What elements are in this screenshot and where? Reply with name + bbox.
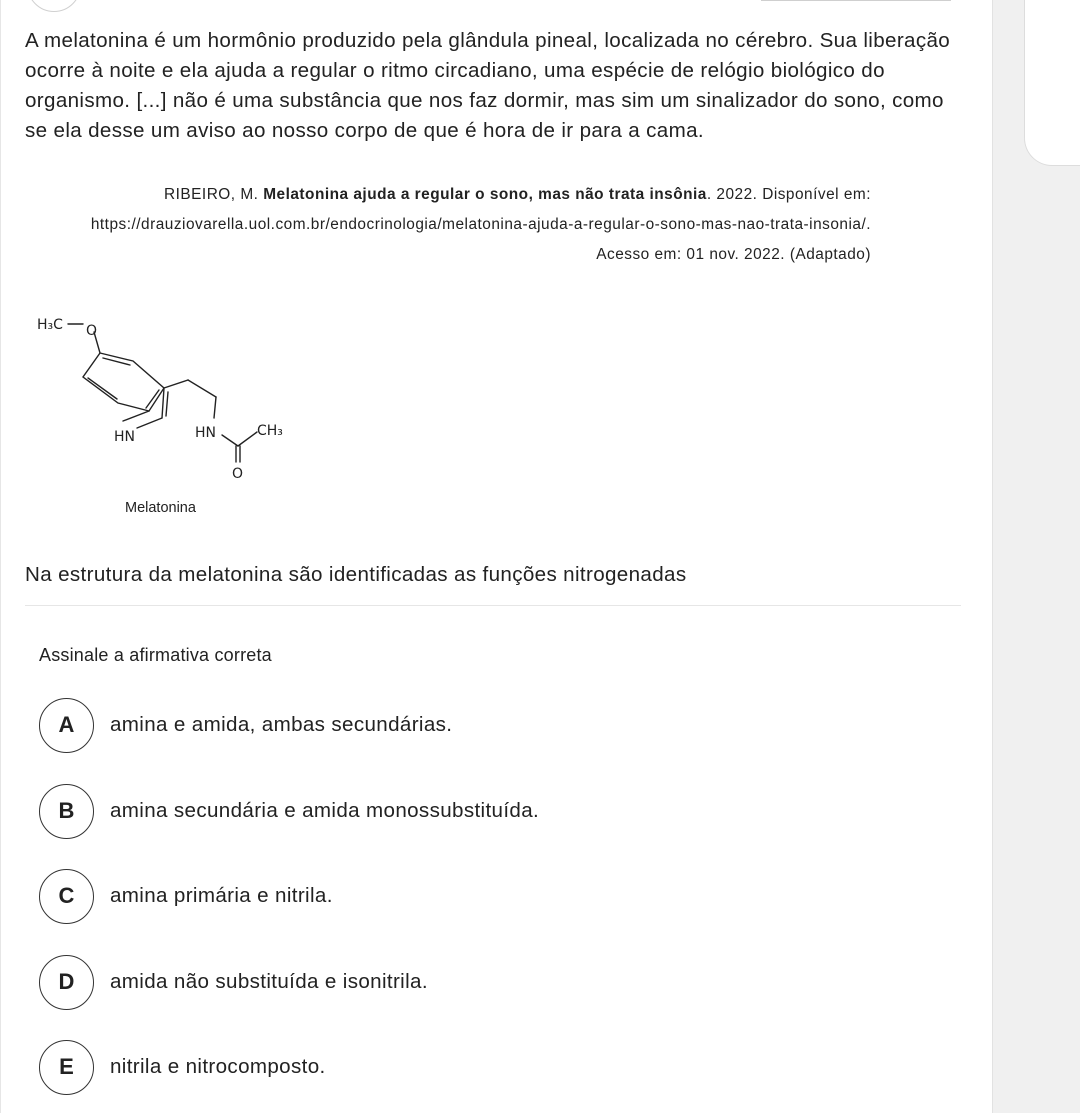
option-e[interactable] bbox=[39, 1038, 939, 1096]
option-d-text[interactable]: amida não substituída e isonitrila. bbox=[110, 970, 428, 993]
option-a-letter[interactable]: A bbox=[39, 698, 94, 753]
option-c[interactable] bbox=[39, 867, 939, 925]
avatar bbox=[27, 0, 81, 12]
citation-author: RIBEIRO, M. bbox=[164, 186, 259, 203]
question-text: Na estrutura da melatonina são identificadas as funções nitrogenadas bbox=[25, 563, 687, 586]
option-d[interactable] bbox=[39, 953, 939, 1011]
label-carbonyl-o: O bbox=[232, 466, 244, 482]
label-ch3: CH₃ bbox=[257, 423, 283, 439]
option-a-text[interactable]: amina e amida, ambas secundárias. bbox=[110, 713, 453, 736]
figure-caption: Melatonina bbox=[125, 500, 196, 516]
label-chain-hn: HN bbox=[195, 425, 216, 441]
citation-url: https://drauziovarella.uol.com.br/endocrinologia/melatonina-ajuda-a-regular-o-sono-mas-nao-trata-insonia/. bbox=[90, 216, 871, 233]
option-b-text[interactable]: amina secundária e amida monossubstituída. bbox=[110, 799, 540, 822]
citation-year: . 2022. Disponível em: bbox=[706, 186, 871, 203]
citation-line-1 bbox=[164, 186, 871, 204]
question-divider bbox=[25, 605, 961, 606]
label-methoxy-o: O bbox=[86, 323, 98, 339]
label-ring-hn: HN bbox=[114, 429, 135, 445]
citation-access: Acesso em: 01 nov. 2022. (Adaptado) bbox=[596, 246, 871, 263]
top-divider bbox=[761, 0, 951, 1]
passage-text: A melatonina é um hormônio produzido pela glândula pineal, localizada no cérebro. Sua liberação ocorre à noite e ela ajuda a regular o ritmo circadiano, uma espécie de relógio biológico do organismo. [...] não é uma substância que nos faz dormir, mas sim um sinalizador do sono, como se ela desse um aviso ao nosso corpo de que é hora de ir para a cama. bbox=[25, 29, 951, 142]
option-b[interactable] bbox=[39, 782, 939, 840]
citation-title: Melatonina ajuda a regular o sono, mas não trata insônia bbox=[263, 186, 707, 203]
option-b-letter[interactable]: B bbox=[39, 784, 94, 839]
instruction-text: Assinale a afirmativa correta bbox=[39, 645, 272, 665]
melatonin-structure bbox=[31, 308, 301, 488]
option-c-letter[interactable]: C bbox=[39, 869, 94, 924]
option-e-letter[interactable]: E bbox=[39, 1040, 94, 1095]
option-e-text[interactable]: nitrila e nitrocomposto. bbox=[110, 1055, 326, 1078]
label-h3c: H₃C bbox=[37, 317, 63, 333]
side-panel bbox=[1024, 0, 1080, 166]
option-d-letter[interactable]: D bbox=[39, 955, 94, 1010]
option-c-text[interactable]: amina primária e nitrila. bbox=[110, 884, 333, 907]
option-a[interactable] bbox=[39, 696, 939, 754]
